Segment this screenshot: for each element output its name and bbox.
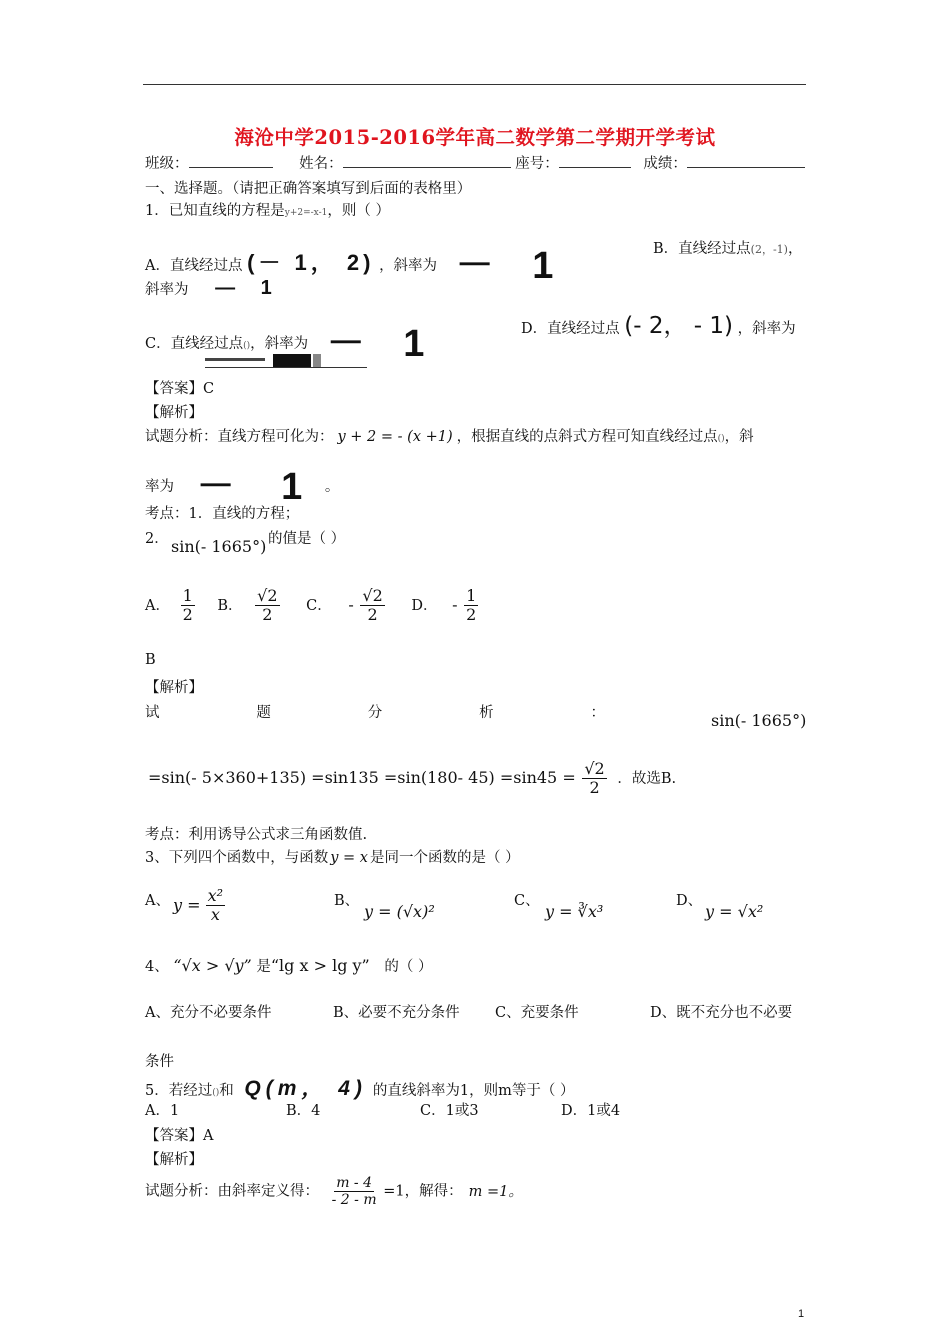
q1-a-slope-label: ，斜率为 bbox=[379, 258, 438, 274]
score-blank[interactable] bbox=[687, 153, 805, 168]
q4-is: 是 bbox=[256, 959, 271, 975]
q5-option-c: C．1或3 bbox=[420, 1103, 479, 1119]
class-blank[interactable] bbox=[189, 153, 273, 168]
q2-d-sign: - bbox=[452, 594, 458, 614]
q2-num: 2． bbox=[145, 531, 169, 547]
q5-option-d: D．1或4 bbox=[561, 1103, 621, 1119]
q1-answer: 【答案】C bbox=[145, 381, 215, 397]
q2-answer: B bbox=[145, 652, 156, 668]
q1-solution-eq: y + 2 = - (x +1) bbox=[337, 429, 453, 445]
q1-equation-image: y+2=-x-1 bbox=[284, 208, 328, 218]
q2-chain-text: =sin(- 5×360+135) =sin135 =sin(180- 45) =sin45 = bbox=[148, 767, 576, 787]
q3-stem-tail: 是同一个函数的是（ ） bbox=[369, 850, 520, 866]
q1-c-slope-label: ，斜率为 bbox=[250, 336, 309, 352]
q3-c-label: C、 bbox=[514, 893, 540, 909]
q3-stem-eq: y = x bbox=[330, 850, 368, 866]
q1-b-slope: — 1 bbox=[215, 277, 282, 299]
q1-c-label: C．直线经过点 bbox=[145, 336, 244, 352]
q3-a-label: A、 bbox=[145, 893, 170, 909]
q1-option-d bbox=[521, 307, 796, 340]
q1-a-label: A．直线经过点 bbox=[145, 258, 243, 274]
q5-option-a: A．1 bbox=[145, 1103, 180, 1119]
q5-solution-eq1: =1，解得： bbox=[383, 1183, 463, 1200]
q2-a-label: A． bbox=[145, 597, 170, 614]
q1-kaodian: 考点：1．直线的方程； bbox=[145, 506, 300, 522]
q1-b-label: B．直线经过点 bbox=[653, 241, 751, 257]
q2-expr2: sin(- 1665°) bbox=[711, 711, 807, 730]
q3-stem bbox=[145, 846, 520, 867]
q5-stem bbox=[145, 1072, 574, 1102]
q4-tail: 的（ ） bbox=[384, 959, 433, 975]
q3-a-frac: $\frac{\text{x²}}{x}$ bbox=[207, 886, 224, 925]
name-label: 姓名： bbox=[299, 156, 343, 172]
q4-option-b: B、必要不充分条件 bbox=[333, 1005, 460, 1021]
q3-stem-text: 3、下列四个函数中，与函数 bbox=[145, 850, 329, 866]
q2-spread-label: 试 题 分 析 ： bbox=[145, 705, 605, 721]
q5-option-b: B．4 bbox=[286, 1103, 321, 1119]
q1-option-b-slope bbox=[145, 277, 282, 300]
q1-stem bbox=[145, 199, 390, 220]
header-rule bbox=[143, 84, 806, 85]
q1-c-point-image: () bbox=[243, 341, 251, 351]
q3-b-label: B、 bbox=[334, 893, 360, 909]
q4-cond2: “lg x > lg y” bbox=[270, 956, 370, 975]
q5-solution-frac: $\frac{m - 4}{- 2 - m}$ bbox=[331, 1175, 377, 1209]
q1-c-slope: － 1 bbox=[326, 323, 439, 365]
q1-a-slope: － 1 bbox=[455, 245, 568, 287]
q2-kaodian: 考点：利用诱导公式求三角函数值. bbox=[145, 827, 368, 843]
q2-d-frac: $\frac{1}{2}$ bbox=[466, 586, 477, 625]
q1-d-label: D．直线经过点 bbox=[521, 321, 620, 337]
q4-option-d: D、既不充分也不必要 bbox=[650, 1005, 793, 1021]
q4-option-a: A、充分不必要条件 bbox=[145, 1005, 272, 1021]
q3-d-label: D、 bbox=[676, 893, 703, 909]
q1-stem-text: 1．已知直线的方程是 bbox=[145, 203, 285, 219]
q1-solution-slope: － 1 bbox=[196, 466, 321, 508]
q2-c-frac: $\frac{√2}{2}$ bbox=[362, 586, 383, 625]
q1-solution-tail: ，斜 bbox=[724, 429, 754, 445]
q5-and: 和 bbox=[219, 1083, 234, 1099]
exam-title: 海沧中学2015-2016学年高二数学第二学期开学考试 bbox=[234, 126, 716, 149]
q5-stem-text: 5．若经过 bbox=[145, 1083, 213, 1099]
q5-p-point-image: () bbox=[212, 1088, 220, 1098]
q5-tail: 的直线斜率为1，则m等于（ ） bbox=[372, 1083, 575, 1099]
q2-b-label: B． bbox=[217, 597, 243, 614]
q2-options bbox=[145, 587, 478, 625]
q5-solution bbox=[145, 1175, 523, 1208]
q2-d-label: D． bbox=[411, 597, 438, 614]
q2-chain bbox=[148, 760, 676, 798]
q2-a-frac: $\frac{1}{2}$ bbox=[182, 586, 193, 625]
q2-b-frac: $\frac{√2}{2}$ bbox=[257, 586, 278, 625]
q3-d-expr: y = √x² bbox=[705, 902, 764, 921]
q3-a-expr: y = $\frac{\text{x²}}{x}$ bbox=[173, 886, 224, 925]
q4-option-d-cont: 条件 bbox=[145, 1054, 174, 1070]
q2-c-sign: - bbox=[348, 594, 354, 614]
q1-analysis-label: 【解析】 bbox=[145, 405, 203, 421]
q5-analysis-label: 【解析】 bbox=[145, 1152, 203, 1168]
q1-solution-point-image: () bbox=[717, 434, 725, 444]
q2-expr: sin(- 1665°) bbox=[171, 537, 267, 556]
q1-d-slope-image bbox=[205, 354, 367, 368]
page-number: 1 bbox=[798, 1308, 805, 1320]
score-label: 成绩： bbox=[643, 156, 687, 172]
q2-tail: 的值是（ ） bbox=[268, 531, 346, 547]
q1-solution-line2-text: 率为 bbox=[145, 479, 174, 495]
q4-cond1: “√x > √y” bbox=[173, 956, 252, 975]
section-heading: 一、选择题。（请把正确答案填写到后面的表格里） bbox=[145, 181, 472, 197]
q1-b-slope-label: 斜率为 bbox=[145, 282, 189, 298]
q5-solution-eq2: m =1。 bbox=[468, 1183, 523, 1200]
q2-analysis-label: 【解析】 bbox=[145, 680, 203, 696]
q1-d-point: (- 2， - 1) bbox=[624, 313, 733, 339]
q1-a-point: (－ 1， 2) bbox=[247, 250, 375, 275]
q4-option-c: C、充要条件 bbox=[495, 1005, 579, 1021]
header-line bbox=[145, 152, 805, 173]
q2-chain-frac: $\frac{√2}{2}$ bbox=[584, 759, 605, 798]
q5-answer: 【答案】A bbox=[145, 1128, 214, 1144]
q1-solution-pre: 试题分析：直线方程可化为： bbox=[145, 429, 334, 445]
name-blank[interactable] bbox=[343, 153, 511, 168]
seat-blank[interactable] bbox=[559, 153, 631, 168]
q4-num: 4、 bbox=[145, 959, 169, 975]
q3-c-expr: y = ∛x³ bbox=[545, 902, 604, 921]
q1-option-b bbox=[653, 237, 802, 258]
q1-b-point: (2，-1) bbox=[750, 243, 788, 256]
q1-b-tail: ， bbox=[787, 241, 803, 257]
q1-d-slope-label: ，斜率为 bbox=[737, 321, 796, 337]
class-label: 班级： bbox=[145, 156, 189, 172]
q3-b-expr: y = (√x)² bbox=[364, 902, 435, 921]
q5-q-point: Q(m， 4) bbox=[244, 1077, 367, 1100]
q2-chain-tail: ．故选B. bbox=[617, 770, 677, 787]
q1-stem-tail: ，则（ ） bbox=[327, 203, 390, 219]
q4-stem bbox=[145, 955, 432, 976]
q1-solution-mid: ，根据直线的点斜式方程可知直线经过点 bbox=[456, 429, 718, 445]
q5-solution-pre: 试题分析：由斜率定义得： bbox=[145, 1183, 319, 1200]
seat-label: 座号： bbox=[515, 156, 559, 172]
q1-solution bbox=[145, 425, 754, 446]
q2-c-label: C． bbox=[306, 597, 332, 614]
q1-solution-end: 。 bbox=[324, 479, 340, 495]
